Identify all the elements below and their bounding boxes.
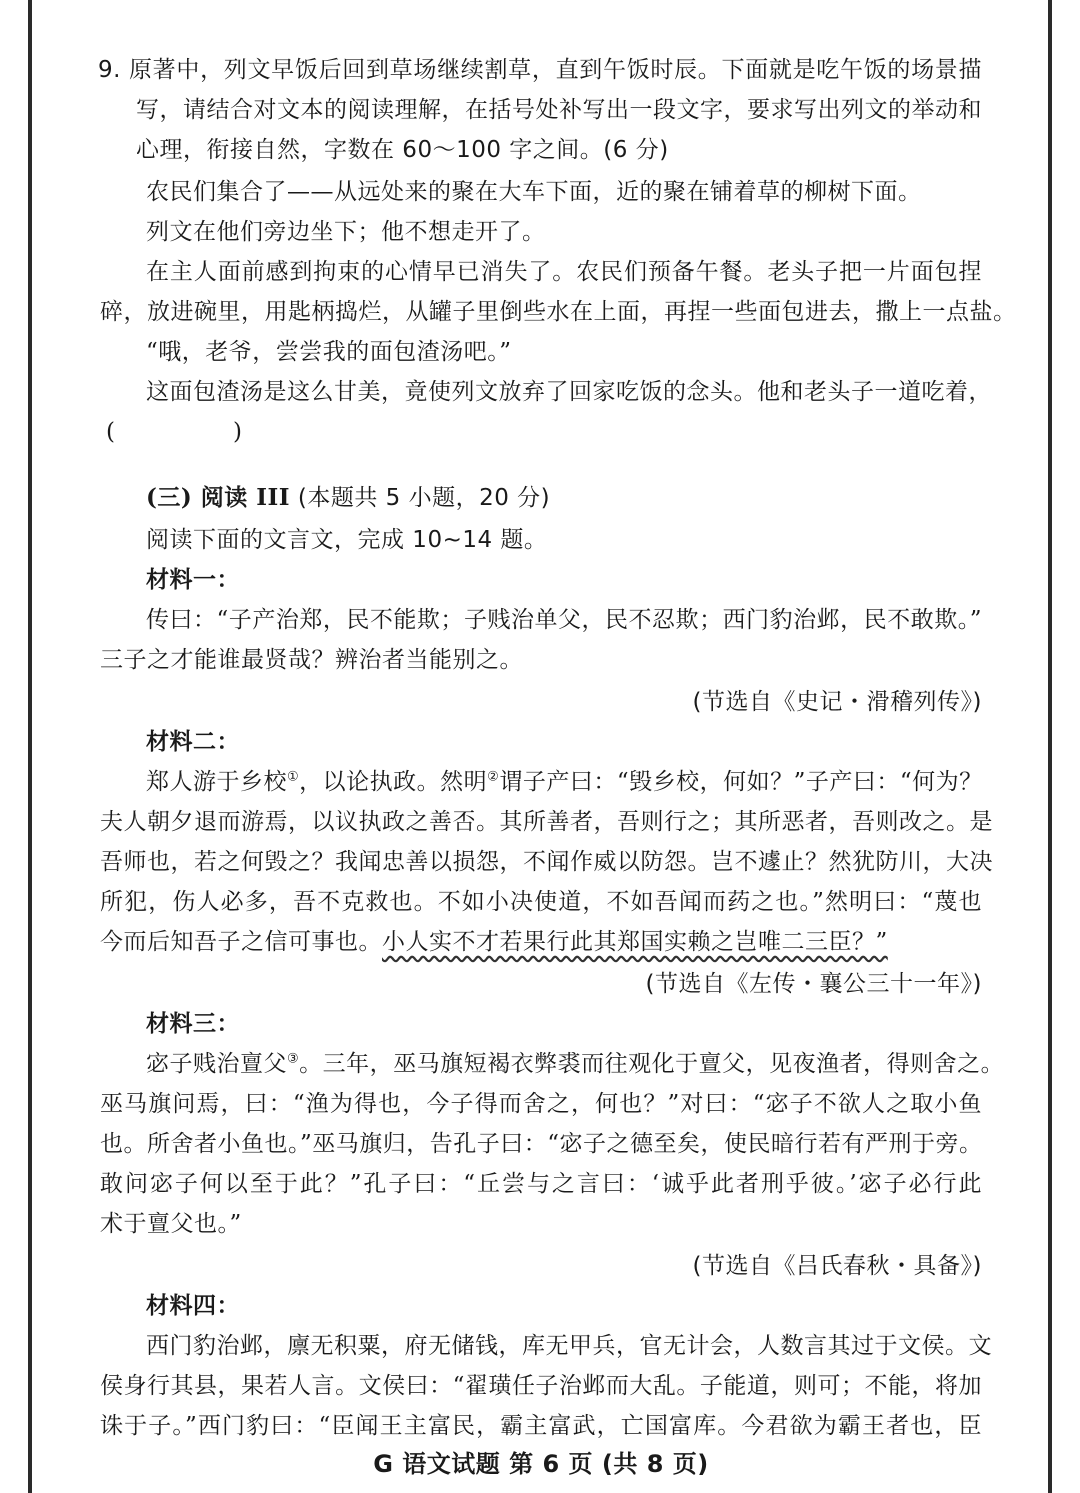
page-left-edge <box>28 0 32 1493</box>
material-3-line-5: 术于亶父也。” <box>100 1211 242 1237</box>
q9-passage-line-3: 在主人面前感到拘束的心情早已消失了。农民们预备午餐。老头子把一片面包捏 <box>146 259 982 285</box>
material-2-source: (节选自《左传・襄公三十一年》) <box>645 971 982 997</box>
material-2-line-5 <box>100 922 982 962</box>
section-heading <box>146 478 982 518</box>
material-3-text-1a: 宓子贱治亶父 <box>146 1051 287 1077</box>
section-instruction: 阅读下面的文言文，完成 10~14 题。 <box>146 527 548 553</box>
material-2-text-1a: 郑人游于乡校 <box>146 769 287 795</box>
material-1-line-1: 传曰：“子产治郑，民不能欺；子贱治单父，民不忍欺；西门豹治邺，民不敢欺。” <box>146 607 982 633</box>
material-2-line-3: 吾师也，若之何毁之？我闻忠善以损怨，不闻作威以防怨。岂不遽止？然犹防川，大决 <box>100 849 993 875</box>
material-2-text-1b: ，以论执政。然明 <box>299 769 488 795</box>
material-3-source: (节选自《吕氏春秋・具备》) <box>692 1253 982 1279</box>
q9-number: 9. <box>98 57 121 83</box>
q9-line-2: 写，请结合对文本的阅读理解，在括号处补写出一段文字，要求写出列文的举动和 <box>136 97 982 123</box>
q9-passage-line-6: 这面包渣汤是这么甘美，竟使列文放弃了回家吃饭的念头。他和老头子一道吃着， <box>146 379 992 405</box>
q9-prompt-1: 原著中，列文早饭后回到草场继续割草，直到午饭时辰。下面就是吃午饭的场景描 <box>128 57 983 83</box>
material-1-line-2: 三子之才能谁最贤哉？辨治者当能别之。 <box>100 647 523 673</box>
material-2-line-2: 夫人朝夕退而游焉，以议执政之善否。其所善者，吾则行之；其所恶者，吾则改之。是 <box>100 809 993 835</box>
footnote-marker-3: ③ <box>287 1051 300 1067</box>
material-3-line-4: 敢问宓子何以至于此？”孔子曰：“丘尝与之言曰：‘诚乎此者刑乎彼。’宓子必行此 <box>100 1171 982 1197</box>
page-right-edge <box>1048 0 1052 1493</box>
material-2-text-1c: 谓子产曰：“毁乡校，何如？”子产曰：“何为？ <box>499 769 983 795</box>
material-3-text-1b: 。三年，巫马旗短褐衣弊裘而往观化于亶父，见夜渔者，得则舍之。 <box>299 1051 1005 1077</box>
material-4-line-3: 诛于子。”西门豹曰：“臣闻王主富民，霸主富武，亡国富库。今君欲为霸王者也，臣 <box>100 1413 982 1439</box>
section-note: (本题共 5 小题，20 分) <box>297 485 551 511</box>
material-4-line-2: 侯身行其县，果若人言。文侯曰：“翟璜任子治邺而大乱。子能道，则可；不能，将加 <box>100 1373 982 1399</box>
q9-passage-line-1: 农民们集合了——从远处来的聚在大车下面，近的聚在铺着草的柳树下面。 <box>146 179 922 205</box>
material-4-line-1: 西门豹治邺，廪无积粟，府无储钱，库无甲兵，官无计会，人数言其过于文侯。文 <box>146 1333 992 1359</box>
section-title: (三) 阅读 III <box>146 484 291 511</box>
footnote-marker-2: ② <box>487 769 500 785</box>
material-4-title: 材料四： <box>146 1293 240 1319</box>
footnote-marker-1: ① <box>287 769 300 785</box>
q9-passage-line-2: 列文在他们旁边坐下；他不想走开了。 <box>146 219 546 245</box>
material-3-line-2: 巫马旗问焉，曰：“渔为得也，今子得而舍之，何也？”对曰：“宓子不欲人之取小鱼 <box>100 1091 982 1117</box>
material-2-text-5a: 今而后知吾子之信可事也。 <box>100 929 382 955</box>
material-2-title: 材料二： <box>146 729 240 755</box>
wavy-underlined-sentence: 小人实不才若果行此其郑国实赖之岂唯二三臣？” <box>382 929 888 955</box>
answer-blank[interactable]: ( ) <box>106 419 243 445</box>
q9-line-3: 心理，衔接自然，字数在 60～100 字之间。(6 分) <box>136 137 669 163</box>
q9-passage-line-5: “哦，老爷，尝尝我的面包渣汤吧。” <box>146 339 512 365</box>
q9-line-1 <box>98 50 982 90</box>
page-footer: G 语文试题 第 6 页 (共 8 页) <box>373 1450 709 1478</box>
material-3-title: 材料三： <box>146 1011 240 1037</box>
material-2-line-1 <box>146 762 982 802</box>
q9-passage-line-4: 碎，放进碗里，用匙柄捣烂，从罐子里倒些水在上面，再捏一些面包进去，撒上一点盐。 <box>100 299 1017 325</box>
material-2-line-4: 所犯，伤人必多，吾不克救也。不如小决使道，不如吾闻而药之也。”然明曰：“蔑也 <box>100 889 982 915</box>
material-1-source: (节选自《史记・滑稽列传》) <box>692 689 982 715</box>
material-3-line-3: 也。所舍者小鱼也。”巫马旗归，告孔子曰：“宓子之德至矣，使民暗行若有严刑于旁。 <box>100 1131 983 1157</box>
material-1-title: 材料一： <box>146 567 240 593</box>
material-3-line-1 <box>146 1044 1005 1084</box>
